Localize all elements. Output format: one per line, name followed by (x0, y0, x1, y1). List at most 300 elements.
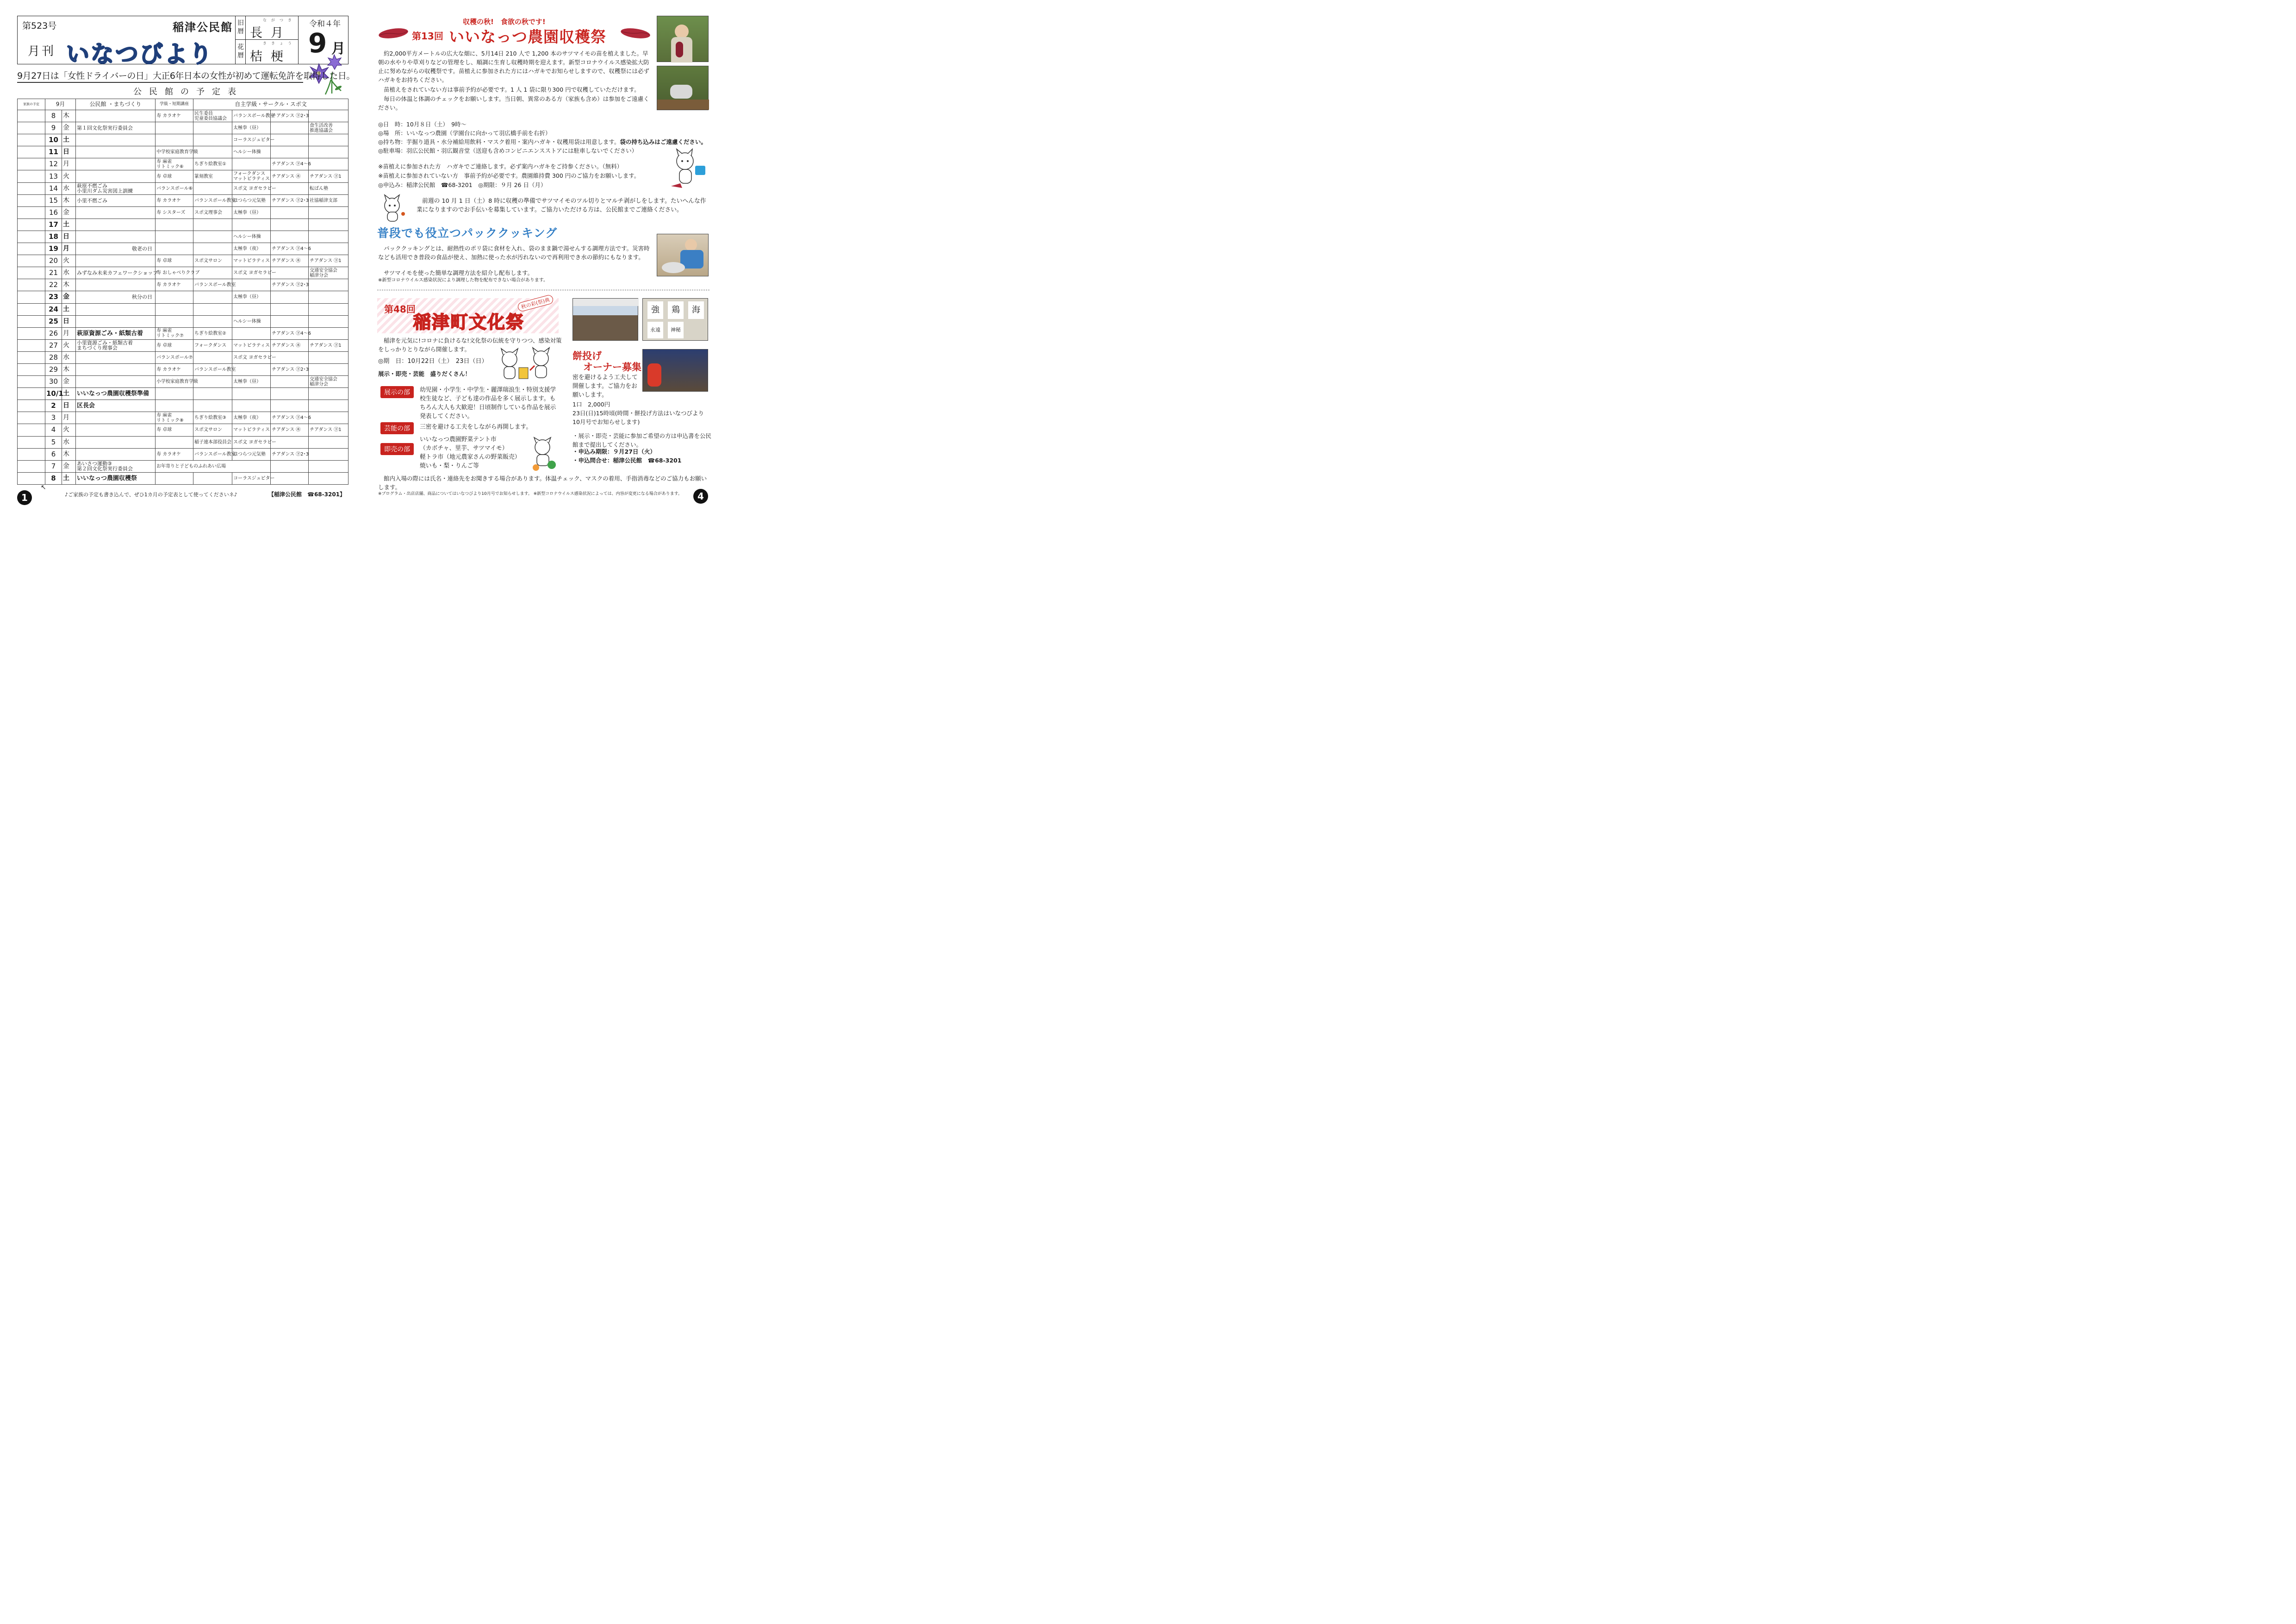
family-plan-cell (18, 291, 45, 303)
date-cell: 28 (45, 351, 62, 363)
flower-calendar-ruby: ききょう (263, 41, 296, 45)
family-plan-cell (18, 303, 45, 315)
table-row (18, 351, 348, 363)
weekday-cell: 火 (62, 255, 76, 267)
date-cell: 20 (45, 255, 62, 267)
event-cell (76, 231, 156, 243)
class-cell: 寿 カラオケ (156, 279, 193, 291)
table-row (18, 339, 348, 351)
weekday-cell: 金 (62, 376, 76, 388)
harvest-kicker: 収穫の秋! 食欲の秋です! (463, 18, 546, 26)
fox-vendor-icon (528, 437, 560, 472)
date-cell: 29 (45, 363, 62, 375)
cooking-photo (657, 234, 709, 276)
class-cell (156, 388, 193, 400)
circle-cell (309, 400, 348, 412)
circle-cell (309, 291, 348, 303)
harvest-paragraph-3: 毎日の体温と体調のチェックをお願いします。当日朝、異常のある方（家族も含め）は参加をご遠慮ください。 (378, 95, 649, 111)
event-cell: みずなみ未来カフェワークショップ (76, 267, 156, 279)
harvest-note-1: ※苗植えに参加された方 ハガキでご連絡します。必ず案内ハガキをご持参ください。（無料） (378, 163, 623, 170)
family-plan-cell (18, 170, 45, 182)
circle-cell: スポ文 ヨガセラピー (232, 351, 271, 363)
circle-cell (309, 279, 348, 291)
circle-cell: バランスボール教室 (193, 279, 232, 291)
class-cell: 寿 麻雀 リトミック⑧ (156, 412, 193, 424)
circle-cell (271, 219, 309, 231)
class-cell: 寿 カラオケ (156, 448, 193, 460)
date-cell: 13 (45, 170, 62, 182)
event-cell: 萩原不燃ごみ 小里川ダム災害図上訓練 (76, 182, 156, 194)
weekday-cell: 月 (62, 158, 76, 170)
weekday-cell: 木 (62, 279, 76, 291)
circle-cell: ちぎり絵教室② (193, 327, 232, 339)
circle-cell (193, 243, 232, 255)
circles-column-header: 自主学級・サークル・スポ文 (193, 99, 348, 110)
circle-cell: 民生委員 児童委員協議会 (193, 110, 232, 122)
table-row (18, 110, 348, 122)
table-row (18, 412, 348, 424)
harvest-items: ◎持ち物：芋掘り道具・水分補給用飲料・マスク着用・案内ハガキ・収穫用袋は用意します。袋の持ち込みはご遠慮ください。 (378, 138, 707, 145)
event-cell (76, 134, 156, 146)
circle-cell: 交通安全協会 稲津分会 (309, 376, 348, 388)
circle-cell: スポ文 ヨガセラピー (232, 436, 271, 448)
event-cell: 萩原資源ごみ・紙類古着 (76, 327, 156, 339)
circle-cell: マットピラティス (232, 255, 271, 267)
schedule-table (17, 99, 348, 485)
event-cell (76, 279, 156, 291)
class-cell: 寿 カラオケ (156, 363, 193, 375)
cooking-title: 普段でも役立つパッククッキング (377, 226, 558, 240)
family-plan-cell (18, 315, 45, 327)
circle-cell (193, 376, 232, 388)
circle-cell (309, 158, 348, 170)
notice-line: 9月27日は「女性ドライバーの日」大正6年日本の女性が初めて運転免許を取得した日。 (17, 71, 355, 81)
circle-cell: バランスボール教室 (232, 110, 271, 122)
performance-text: 三密を避ける工夫をしながら再開します。 (420, 424, 532, 431)
circle-cell (193, 400, 232, 412)
date-cell: 30 (45, 376, 62, 388)
festival-number: 第48回 (384, 304, 416, 315)
apply-deadline: ・申込み期限：９月27日（火） (572, 448, 656, 455)
circle-cell (193, 303, 232, 315)
circle-cell: チアダンス ㊦4〜6 (271, 243, 309, 255)
circle-cell: チアダンス ㊦4〜6 (271, 158, 309, 170)
apply-contact: ・申込問合せ：稲津公民館 ☎68-3201 (572, 457, 682, 464)
fox-painters-icon (493, 347, 560, 386)
class-cell: 寿 卓球 (156, 424, 193, 436)
class-cell (156, 436, 193, 448)
harvest-title: いいなっつ農園収穫祭 (449, 28, 606, 46)
circle-cell (309, 448, 348, 460)
family-plan-cell (18, 146, 45, 158)
events-column-header: 公民館 ・まちづくり (76, 99, 156, 110)
harvest-place: ◎場 所：いいなっつ農園（学園台に向かって羽広橋手前を右折） (378, 130, 551, 137)
date-cell: 16 (45, 206, 62, 219)
circle-cell (232, 303, 271, 315)
event-cell: いいなっつ農園収穫祭準備 (76, 388, 156, 400)
newsletter-logo: いなつびより (66, 41, 213, 68)
circle-cell (309, 231, 348, 243)
mochi-paragraph: 密を避けるよう工夫して開催します。ご協力をお願いします。 (572, 374, 638, 399)
sales-text-4: 焼いも・梨・りんご等 (420, 462, 479, 469)
circle-cell: コーラスジュピター (232, 134, 271, 146)
event-cell (76, 170, 156, 182)
circle-cell: スポ文 ヨガセラピー (232, 182, 271, 194)
festival-tag: 秋の彩(祭)典 (517, 294, 554, 312)
issue-number: 第523号 (22, 21, 57, 31)
exhibit-text: 幼児園・小学生・中学生・麗澤瑞浪生・特別支援学校生徒など、子ども達の作品を多く展示します。もちろん大人も大歓迎！日頃制作している作品を展示発表してください。 (420, 387, 556, 420)
weekday-cell: 水 (62, 351, 76, 363)
table-row (18, 388, 348, 400)
circle-cell (193, 122, 232, 134)
family-plan-cell (18, 134, 45, 146)
circle-cell: チアダンス ㊦2･3 (271, 194, 309, 206)
date-cell: 10/1 (45, 388, 62, 400)
harvest-prep-notice: 前週の 10 月 1 日（土）8 時に収穫の準備でサツマイモのツル切りとマルチ剥がしをします。たいへんな作業になりますのでお手伝いを募集しています。ご協力いただける方は、公民館までご連絡ください。 (417, 198, 706, 213)
class-cell (156, 315, 193, 327)
event-cell (76, 436, 156, 448)
month-number: 9 (308, 27, 327, 59)
weekday-cell: 月 (62, 327, 76, 339)
flower-calendar-label: 花暦 (237, 44, 244, 59)
era-year: 令和４年 (309, 19, 341, 29)
circle-cell (309, 206, 348, 219)
circle-cell: チアダンス ㊍ (271, 424, 309, 436)
cooking-note: ※新型コロナウイルス感染状況により調理した物を配布できない場合があります。 (378, 278, 548, 283)
event-cell (76, 303, 156, 315)
class-cell: 寿 卓球 (156, 170, 193, 182)
circle-cell: マットピラティス (232, 424, 271, 436)
festival-footnote: ※プログラム・出店店舗、商品についてはいなつびより10月号でお知らせします。 ※新型コロナウイルス感染状況によっては、内容が変更になる場合があります。 (378, 492, 682, 496)
table-row (18, 327, 348, 339)
apply-instructions: ・展示・即売・芸能に参加ご希望の方は申込書を公民館まで提出してください。 (572, 432, 712, 448)
weekday-cell: 金 (62, 122, 76, 134)
circle-cell (309, 134, 348, 146)
date-cell: 22 (45, 279, 62, 291)
circle-cell: チアダンス ㊦4〜6 (271, 327, 309, 339)
date-cell: 10 (45, 134, 62, 146)
class-cell: 寿 卓球 (156, 255, 193, 267)
date-cell: 3 (45, 412, 62, 424)
event-cell (76, 412, 156, 424)
hall-name: 稲津公民館 (173, 21, 233, 34)
fox-mascot-icon (377, 194, 408, 222)
class-cell: 寿 おしゃべりクラブ (156, 267, 193, 279)
event-cell (76, 424, 156, 436)
circle-cell: チアダンス ㊦1 (309, 170, 348, 182)
festival-intro: 稲津を元気に!コロナに負けるな!文化祭の伝統を守りつつ、感染対策をしっかりとりながら開催します。 (378, 337, 562, 353)
weekday-cell: 木 (62, 363, 76, 375)
fox-mascot-icon (666, 147, 709, 192)
circle-cell: チアダンス ㊦4〜6 (271, 412, 309, 424)
circle-cell (309, 412, 348, 424)
circle-cell: 稲子連本部役員会 (193, 436, 232, 448)
class-cell (156, 400, 193, 412)
circle-cell: ちぎり絵教室③ (193, 412, 232, 424)
event-cell (76, 206, 156, 219)
circle-cell: 食生活改善 推進協議会 (309, 122, 348, 134)
event-cell: あいさつ運動③ 第２回文化祭実行委員会 (76, 460, 156, 472)
circle-cell: チアダンス ㊦2･3 (271, 363, 309, 375)
circle-cell (309, 327, 348, 339)
circle-cell (232, 158, 271, 170)
circle-cell: 交通安全協会 稲津分会 (309, 267, 348, 279)
weekday-cell: 土 (62, 388, 76, 400)
holiday-cell: 秋分の日 (76, 291, 156, 303)
circle-cell (232, 279, 271, 291)
festival-subheading: 展示・即売・芸能 盛りだくさん！ (378, 370, 471, 377)
class-cell: 寿 卓球 (156, 339, 193, 351)
masthead (17, 16, 348, 68)
family-plan-cell (18, 363, 45, 375)
family-plan-cell (18, 376, 45, 388)
harvest-photo-2 (657, 66, 709, 110)
circle-cell (271, 472, 309, 484)
family-plan-cell (18, 110, 45, 122)
circle-cell (193, 134, 232, 146)
page-number-left: 1 (17, 490, 32, 505)
circle-cell (271, 291, 309, 303)
circle-cell (193, 146, 232, 158)
arrow-icon: ↖ (41, 484, 46, 491)
circle-cell (309, 146, 348, 158)
circle-cell: 太極拳（夜） (232, 412, 271, 424)
circle-cell (309, 243, 348, 255)
table-row (18, 424, 348, 436)
class-cell (156, 303, 193, 315)
weekday-cell: 日 (62, 146, 76, 158)
circle-cell (232, 400, 271, 412)
circle-cell: スポ文理事会 (193, 206, 232, 219)
page-number-right: 4 (693, 489, 708, 504)
circle-cell: チアダンス ㊦2･3 (271, 110, 309, 122)
circle-cell: チアダンス ㊦1 (309, 255, 348, 267)
circle-cell (271, 388, 309, 400)
flower-calendar-value: 桔梗 (250, 50, 292, 64)
event-cell: いいなっつ農園収穫祭 (76, 472, 156, 484)
circle-cell (232, 219, 271, 231)
table-row (18, 243, 348, 255)
month-column-header: 9月 (45, 99, 76, 110)
circle-cell: ヘルシー体操 (232, 146, 271, 158)
event-cell: 小里不燃ごみ (76, 194, 156, 206)
table-row (18, 134, 348, 146)
weekday-cell: 月 (62, 243, 76, 255)
circle-cell: バランスボール教室 (193, 194, 232, 206)
date-cell: 8 (45, 472, 62, 484)
circle-cell (309, 110, 348, 122)
circle-cell (271, 460, 309, 472)
weekday-cell: 木 (62, 110, 76, 122)
date-cell: 21 (45, 267, 62, 279)
circle-cell (309, 219, 348, 231)
table-header-row (18, 99, 348, 110)
date-cell: 6 (45, 448, 62, 460)
festival-market-photo (572, 298, 638, 341)
circle-cell (232, 363, 271, 375)
event-cell (76, 315, 156, 327)
date-cell: 8 (45, 110, 62, 122)
family-plan-cell (18, 460, 45, 472)
weekday-cell: 金 (62, 291, 76, 303)
family-plan-cell (18, 231, 45, 243)
weekday-cell: 火 (62, 170, 76, 182)
weekday-cell: 水 (62, 267, 76, 279)
event-cell (76, 146, 156, 158)
table-row (18, 448, 348, 460)
circle-cell (309, 472, 348, 484)
circle-cell: バランスボール教室 (193, 363, 232, 375)
date-cell: 11 (45, 146, 62, 158)
weekday-cell: 木 (62, 448, 76, 460)
date-cell: 5 (45, 436, 62, 448)
date-cell: 27 (45, 339, 62, 351)
weekday-cell: 日 (62, 400, 76, 412)
circle-cell (271, 231, 309, 243)
performance-badge: 芸能の部 (380, 422, 414, 434)
class-cell: 寿 シスターズ (156, 206, 193, 219)
circle-cell: はつらつ元気塾 (232, 194, 271, 206)
circle-cell (232, 327, 271, 339)
harvest-application: ◎申込み：稲津公民館 ☎68-3201 ◎期限：９月 26 日（月） (378, 181, 547, 188)
family-plan-cell (18, 412, 45, 424)
weekday-cell: 土 (62, 134, 76, 146)
circle-cell (193, 472, 232, 484)
table-row (18, 255, 348, 267)
table-row (18, 158, 348, 170)
weekday-cell: 土 (62, 303, 76, 315)
circle-cell: フォークダンス (193, 339, 232, 351)
family-plan-cell (18, 206, 45, 219)
event-cell: 第１回文化祭実行委員会 (76, 122, 156, 134)
date-cell: 7 (45, 460, 62, 472)
sweet-potato-icon (619, 27, 652, 40)
table-row (18, 460, 348, 472)
circle-cell (271, 206, 309, 219)
family-plan-cell (18, 448, 45, 460)
table-row (18, 315, 348, 327)
table-row (18, 400, 348, 412)
sales-badge: 即売の部 (380, 443, 414, 455)
table-row (18, 472, 348, 484)
circle-cell: ヘルシー体操 (232, 231, 271, 243)
circle-cell: スポ文サロン (193, 424, 232, 436)
date-cell: 19 (45, 243, 62, 255)
circle-cell: コーラスジュピター (232, 472, 271, 484)
circle-cell: はつらつ元気塾 (232, 448, 271, 460)
class-cell (156, 134, 193, 146)
table-row (18, 170, 348, 182)
weekday-cell: 日 (62, 315, 76, 327)
event-cell (76, 158, 156, 170)
old-calendar-ruby: ながつき (263, 18, 296, 22)
festival-title: 稲津町文化祭 (413, 312, 525, 332)
footer-contact: 【稲津公民館 ☎68-3201】 (268, 491, 346, 498)
circle-cell: チアダンス ㊍ (271, 339, 309, 351)
harvest-number: 第13回 (412, 31, 443, 42)
class-cell: 中学校家庭教育学級 (156, 146, 193, 158)
date-cell: 24 (45, 303, 62, 315)
old-calendar-label: 旧暦 (237, 19, 244, 35)
circle-cell: チアダンス ㊦2･3 (271, 448, 309, 460)
circle-cell: チアダンス ㊍ (271, 170, 309, 182)
family-plan-cell (18, 255, 45, 267)
harvest-paragraph-2: 苗植えをされていない方は事前予約が必要です。1 人 1 袋に限り300 円で収穫していただけます。 (384, 86, 640, 93)
family-plan-cell (18, 339, 45, 351)
old-calendar-value: 長月 (250, 26, 292, 40)
event-cell (76, 448, 156, 460)
class-cell: 寿 カラオケ (156, 110, 193, 122)
event-cell (76, 363, 156, 375)
family-plan-cell (18, 279, 45, 291)
class-cell (156, 243, 193, 255)
weekday-cell: 水 (62, 436, 76, 448)
circle-cell: スポ文サロン (193, 255, 232, 267)
class-cell (156, 231, 193, 243)
festival-closing: 館内入場の際には氏名・連絡先をお聞きする場合があります。体温チェック、マスクの着用、手指消毒などのご協力もお願いします。 (378, 475, 707, 491)
circle-cell (193, 231, 232, 243)
harvest-note-2: ※苗植えに参加されていない方 事前予約が必要です。農園維持費 300 円のご協力をお願いします。 (378, 172, 640, 179)
table-row (18, 376, 348, 388)
table-row (18, 194, 348, 206)
class-cell (156, 291, 193, 303)
weekday-cell: 金 (62, 460, 76, 472)
cooking-paragraph-1: パッククッキングとは、耐熱性のポリ袋に食材を入れ、袋のまま鍋で湯せんする調理方法です。災害時なども活用でき普段の食品が使え、加熱に使った水が汚れないので再利用でき水の節約にもなります。 (378, 245, 650, 261)
family-plan-cell (18, 182, 45, 194)
circle-cell (271, 122, 309, 134)
event-cell (76, 110, 156, 122)
circle-cell (193, 315, 232, 327)
circle-cell: 太極拳（昼） (232, 291, 271, 303)
table-row (18, 206, 348, 219)
circle-cell: マットピラティス (232, 339, 271, 351)
date-cell: 17 (45, 219, 62, 231)
circle-cell: 太極拳（夜） (232, 243, 271, 255)
circle-cell (193, 291, 232, 303)
festival-period: ◎期 日：10月22日（土） 23日（日） (378, 358, 488, 365)
event-cell (76, 255, 156, 267)
circle-cell (271, 315, 309, 327)
class-cell: バランスボール⑦ (156, 351, 193, 363)
sales-text-3: 軽トラ市（地元農家さんの野菜販売） (420, 454, 521, 461)
circle-cell: チアダンス ㊍ (271, 255, 309, 267)
sales-text-2: （カボチャ、里芋、サツマイモ） (420, 445, 508, 452)
circle-cell (193, 388, 232, 400)
table-row (18, 182, 348, 194)
circle-cell (193, 351, 232, 363)
family-plan-cell (18, 436, 45, 448)
table-row (18, 363, 348, 375)
date-cell: 23 (45, 291, 62, 303)
class-cell: バランスボール⑥ (156, 182, 193, 194)
harvest-paragraph-1: 約2,000平方メートルの広大な畑に、5月14日 210 人で 1,200 本のサツマイモの苗を植えました。早朝の水やりや草刈りなどの管理をし、順調に生育し収穫時期を迎えます。新型コロナウイルス感染拡大防止に努めながらの収穫祭です。苗植えに参加された方にはハガキでお知らせしますので、収穫祭には必ずハガキをお持ちください。 (378, 50, 649, 83)
weekday-cell: 火 (62, 424, 76, 436)
harvest-photo-1 (657, 16, 709, 62)
table-row (18, 219, 348, 231)
holiday-cell: 敬老の日 (76, 243, 156, 255)
sales-text-1: いいなっつ農園野菜テント市 (420, 436, 497, 443)
weekday-cell: 金 (62, 206, 76, 219)
circle-cell: 篆刻教室 (193, 170, 232, 182)
circle-cell: 太極拳（昼） (232, 376, 271, 388)
date-cell: 14 (45, 182, 62, 194)
class-cell (156, 472, 193, 484)
mochi-throwing-photo (642, 349, 708, 392)
event-cell (76, 376, 156, 388)
circle-cell (271, 376, 309, 388)
date-cell: 12 (45, 158, 62, 170)
family-plan-cell (18, 243, 45, 255)
